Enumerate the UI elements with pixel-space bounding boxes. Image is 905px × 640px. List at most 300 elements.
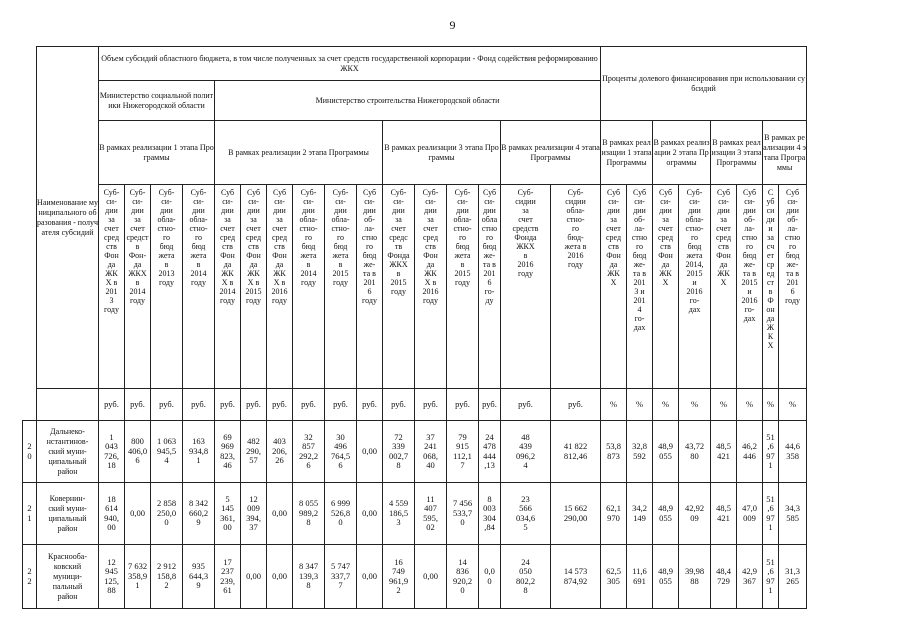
cell-text-line: 290,00 bbox=[563, 512, 588, 523]
cell-text-line: в bbox=[135, 278, 140, 287]
cell-text-line: сред bbox=[219, 233, 236, 242]
cell-text-line: 43,72 bbox=[684, 441, 705, 451]
cell-text-line: году bbox=[423, 296, 438, 305]
cell-text-line: 62,5 bbox=[606, 566, 621, 576]
cell-text-line: 945,5 bbox=[156, 445, 177, 456]
unit-cell: руб. bbox=[357, 389, 383, 421]
cell-text-line: 2014, bbox=[685, 260, 704, 269]
cell-text-line: район bbox=[57, 523, 78, 533]
cell-text-line: 002,7 bbox=[388, 450, 409, 461]
cell-text-line: 8 bbox=[487, 493, 492, 504]
cell-text-line: в bbox=[460, 260, 465, 269]
cell-text-line: 9 bbox=[196, 517, 201, 528]
cell-text-line: 802,2 bbox=[515, 575, 536, 586]
cell-text-line: ств bbox=[718, 242, 729, 251]
value-cell bbox=[447, 421, 479, 483]
cell-text-line: дах bbox=[688, 305, 701, 314]
page-number: 9 bbox=[449, 18, 456, 32]
cell-text-line: 367 bbox=[743, 575, 756, 586]
cell-text-line: 8 bbox=[396, 460, 401, 470]
cell-text-line: счет bbox=[391, 224, 406, 233]
value-cell bbox=[183, 483, 215, 545]
cell-text-line: си- bbox=[787, 197, 798, 206]
value-cell bbox=[241, 421, 267, 483]
cell-text-line: Суб- bbox=[390, 188, 407, 197]
header-ministry-social: Министерство социальной политики Нижегородской области bbox=[99, 81, 215, 121]
cell-text-line: 660,2 bbox=[188, 507, 209, 518]
cell-text-line: го bbox=[635, 242, 644, 251]
cell-text-line: дии bbox=[607, 206, 620, 215]
cell-text-line: 3 и bbox=[634, 287, 645, 296]
cell-text-line: сидии bbox=[565, 197, 586, 206]
cell-text-line: за bbox=[427, 215, 434, 224]
cell-text-line: 2016 bbox=[741, 296, 758, 305]
cell-text-line: ЖК bbox=[105, 269, 118, 278]
cell-text-line: в bbox=[523, 251, 528, 260]
cell-text-line: в bbox=[196, 260, 201, 269]
cell-text-line: 055 bbox=[659, 450, 672, 461]
cell-text-line: 2014 bbox=[190, 269, 207, 278]
cell-text-line: 14 bbox=[458, 556, 467, 567]
cell-text-line: в bbox=[396, 269, 401, 278]
cell-text-line: 4 bbox=[164, 455, 169, 466]
cell-text-line: 7 632 bbox=[127, 561, 148, 572]
cell-text-line: ств bbox=[274, 242, 285, 251]
cell-text-line: дии bbox=[688, 206, 701, 215]
municipality-name bbox=[37, 483, 99, 545]
cell-text-line: 0,00 bbox=[423, 570, 438, 581]
cell-text-line: си- bbox=[744, 197, 755, 206]
cell-text-line: ЖК bbox=[273, 269, 286, 278]
cell-text-line: си- bbox=[484, 197, 495, 206]
cell-text-line: ЖК bbox=[247, 269, 260, 278]
table-spacer bbox=[23, 389, 37, 421]
cell-text-line: 163 bbox=[192, 436, 205, 447]
value-cell bbox=[653, 421, 679, 483]
unit-cell: руб. bbox=[501, 389, 551, 421]
cell-text-line: 0 bbox=[164, 517, 169, 528]
cell-text-line: 055 bbox=[659, 575, 672, 586]
cell-text-line: 12 bbox=[249, 493, 258, 504]
row-number bbox=[23, 483, 37, 545]
value-cell bbox=[99, 545, 125, 609]
cell-text-line: жета bbox=[454, 251, 471, 260]
cell-text-line: 206, bbox=[272, 445, 287, 456]
cell-text-line: 51 bbox=[766, 556, 775, 567]
cell-text-line: 2016 bbox=[517, 260, 534, 269]
cell-text-line: бюд bbox=[482, 242, 497, 251]
cell-text-line: 1 bbox=[196, 455, 201, 466]
cell-text-line: 40 bbox=[426, 460, 435, 470]
cell-text-line: 812,46 bbox=[563, 450, 588, 461]
table-spacer bbox=[23, 47, 37, 81]
value-cell bbox=[99, 421, 125, 483]
cell-text-line: уб bbox=[766, 197, 775, 206]
subheader-cell bbox=[357, 185, 383, 389]
cell-text-line: дии bbox=[392, 206, 405, 215]
cell-text-line: 6 bbox=[135, 455, 140, 466]
value-cell bbox=[779, 421, 807, 483]
cell-text-line: 3 bbox=[396, 517, 401, 528]
cell-text-line: си- bbox=[303, 197, 314, 206]
cell-text-line: 034,6 bbox=[515, 512, 536, 523]
cell-text-line: стно- bbox=[685, 224, 704, 233]
cell-text-line: 00 bbox=[107, 522, 116, 532]
value-cell bbox=[627, 421, 653, 483]
cell-text-line: ский муни- bbox=[48, 503, 87, 513]
cell-text-line: 80 bbox=[690, 450, 699, 461]
cell-text-line: ,13 bbox=[484, 460, 495, 470]
cell-text-line: Суб- bbox=[517, 188, 534, 197]
cell-text-line: 935 bbox=[192, 561, 205, 572]
cell-text-line: стно bbox=[631, 233, 648, 242]
cell-text-line: 61 bbox=[223, 585, 232, 595]
subheader-cell bbox=[711, 185, 737, 389]
cell-text-line: 265 bbox=[786, 575, 799, 586]
value-cell bbox=[653, 483, 679, 545]
cell-text-line: 2016 bbox=[271, 287, 288, 296]
cell-text-line: 836 bbox=[456, 566, 469, 576]
cell-text-line: дии bbox=[302, 206, 315, 215]
subheader-cell bbox=[267, 185, 293, 389]
cell-text-line: ЖКХ bbox=[389, 260, 408, 269]
cell-text-line: Ковернин- bbox=[49, 493, 86, 503]
value-cell bbox=[479, 545, 501, 609]
cell-text-line: 096,2 bbox=[515, 450, 536, 461]
value-cell bbox=[415, 421, 447, 483]
cell-text-line: 050 bbox=[519, 566, 532, 576]
cell-text-line: 595, bbox=[423, 512, 438, 523]
cell-text-line: 02 bbox=[426, 522, 435, 532]
header-stage-1: В рамках реализации 1 этапа Программы bbox=[99, 121, 215, 185]
header-group-volume: Объем субсидий областного бюджета, в том числе полученных за счет средств государственной корпорации - Фонд содействия реформированию ЖКХ bbox=[99, 47, 601, 81]
cell-text-line: году bbox=[191, 278, 206, 287]
subheader-cell bbox=[763, 185, 779, 389]
cell-text-line: году bbox=[455, 278, 470, 287]
cell-text-line: си- bbox=[106, 197, 117, 206]
cell-text-line: дии bbox=[221, 206, 234, 215]
value-cell bbox=[125, 421, 151, 483]
cell-text-line: Суб- bbox=[454, 188, 471, 197]
cell-text-line: да bbox=[661, 260, 670, 269]
table-row bbox=[23, 421, 807, 483]
cell-text-line: дии bbox=[483, 206, 496, 215]
unit-cell: руб. bbox=[415, 389, 447, 421]
cell-text-line: да bbox=[609, 260, 618, 269]
cell-text-line: Фон bbox=[716, 251, 731, 260]
cell-text-line: си- bbox=[425, 197, 436, 206]
cell-text-line: 2 bbox=[164, 580, 169, 591]
cell-text-line: в bbox=[338, 260, 343, 269]
cell-text-line: году bbox=[785, 296, 801, 305]
cell-text-line: 6 bbox=[306, 460, 311, 470]
cell-text-line: 406,0 bbox=[127, 445, 148, 456]
cell-text-line: 16 bbox=[394, 556, 403, 567]
cell-text-line: за bbox=[276, 215, 283, 224]
unit-cell: руб. bbox=[151, 389, 183, 421]
cell-text-line: си- bbox=[608, 197, 619, 206]
unit-cell: руб. bbox=[267, 389, 293, 421]
cell-text-line: Х в bbox=[273, 278, 286, 287]
cell-text-line: ЖК bbox=[221, 269, 234, 278]
cell-text-line: обла- bbox=[189, 215, 208, 224]
cell-text-line: Фон bbox=[272, 251, 287, 260]
cell-text-line: Х в bbox=[221, 278, 234, 287]
cell-text-line: 0,00 bbox=[362, 507, 377, 518]
cell-text-line: 46,2 bbox=[742, 441, 757, 451]
cell-text-line: 125, bbox=[104, 575, 119, 586]
subheader-cell bbox=[183, 185, 215, 389]
cell-text-line: 1 063 bbox=[156, 436, 177, 447]
cell-text-line: ЖКХ bbox=[516, 242, 535, 251]
value-cell bbox=[763, 483, 779, 545]
cell-text-line: 8 055 bbox=[298, 498, 319, 509]
cell-text-line: дах bbox=[633, 323, 646, 332]
cell-text-line: Суб- bbox=[129, 188, 146, 197]
value-cell bbox=[679, 421, 711, 483]
header-name-column: Наименование муниципального образования - получателя субсидий bbox=[37, 47, 99, 389]
cell-text-line: 726, bbox=[104, 450, 119, 461]
value-cell bbox=[415, 545, 447, 609]
cell-text-line: 186,5 bbox=[388, 507, 409, 518]
cell-text-line: 874,92 bbox=[563, 575, 588, 586]
value-cell bbox=[501, 545, 551, 609]
table-spacer bbox=[23, 81, 37, 121]
value-cell bbox=[125, 483, 151, 545]
cell-text-line: 526,8 bbox=[330, 507, 351, 518]
cell-text-line: 8 347 bbox=[298, 561, 319, 572]
cell-text-line: дии bbox=[192, 206, 205, 215]
cell-text-line: дии bbox=[633, 206, 646, 215]
value-cell bbox=[151, 421, 183, 483]
cell-text-line: 945 bbox=[105, 566, 118, 576]
cell-text-line: стно bbox=[361, 233, 378, 242]
cell-text-line: ла- bbox=[364, 224, 375, 233]
cell-text-line: стно- bbox=[566, 215, 585, 224]
cell-text-line: и bbox=[768, 224, 773, 233]
cell-text-line: 6 bbox=[487, 278, 492, 287]
cell-text-line: го bbox=[485, 233, 494, 242]
cell-text-line: Ж bbox=[766, 323, 775, 332]
cell-text-line: 2015 bbox=[454, 269, 471, 278]
cell-text-line: 1 bbox=[27, 512, 32, 523]
cell-text-line: счет bbox=[423, 224, 438, 233]
cell-text-line: 51 bbox=[766, 493, 775, 504]
cell-text-line: 2 bbox=[27, 566, 32, 576]
cell-text-line: 201 bbox=[633, 296, 646, 305]
cell-text-line: 068, bbox=[423, 450, 438, 461]
header-stage-4: В рамках реализации 4 этапа Программы bbox=[501, 121, 601, 185]
cell-text-line: дах bbox=[743, 314, 756, 323]
value-cell bbox=[737, 483, 763, 545]
subheader-cell bbox=[215, 185, 241, 389]
subheader-cell bbox=[125, 185, 151, 389]
cell-text-line: дии bbox=[659, 206, 672, 215]
cell-text-line: 00 bbox=[223, 522, 232, 532]
cell-text-line: 14 573 bbox=[563, 566, 588, 576]
cell-text-line: си- bbox=[660, 197, 671, 206]
subheader-cell bbox=[415, 185, 447, 389]
cell-text-line: бюд- bbox=[567, 233, 584, 242]
cell-text-line: сидии bbox=[515, 197, 536, 206]
value-cell bbox=[151, 545, 183, 609]
subheader-cell bbox=[779, 185, 807, 389]
cell-text-line: 2015 bbox=[245, 287, 262, 296]
cell-text-line: сред bbox=[715, 233, 732, 242]
cell-text-line: счет bbox=[130, 224, 145, 233]
cell-text-line: си- bbox=[248, 197, 259, 206]
unit-cell: руб. bbox=[293, 389, 325, 421]
cell-text-line: бюд bbox=[333, 242, 348, 251]
cell-text-line: Суб- bbox=[300, 188, 317, 197]
cell-text-line: 2014 bbox=[300, 269, 317, 278]
cell-text-line: го- bbox=[744, 305, 755, 314]
subheader-cell bbox=[99, 185, 125, 389]
cell-text-line: за bbox=[610, 215, 617, 224]
cell-text-line: 250,0 bbox=[156, 507, 177, 518]
cell-text-line: 0,00 bbox=[272, 507, 287, 518]
cell-text-line: Суб- bbox=[422, 188, 439, 197]
cell-text-line: го bbox=[458, 233, 467, 242]
cell-text-line: 2015 bbox=[390, 278, 407, 287]
value-cell bbox=[151, 483, 183, 545]
cell-text-line: бюд bbox=[455, 242, 470, 251]
unit-cell: руб. bbox=[551, 389, 601, 421]
cell-text-line: 857 bbox=[302, 441, 315, 451]
value-cell bbox=[325, 483, 357, 545]
cell-text-line: 358,9 bbox=[127, 570, 148, 581]
cell-text-line: за bbox=[134, 215, 141, 224]
cell-text-line: дии bbox=[424, 206, 437, 215]
value-cell bbox=[763, 545, 779, 609]
cell-text-line: 749 bbox=[392, 566, 405, 576]
cell-text-line: обла- bbox=[157, 215, 176, 224]
cell-text-line: он bbox=[766, 305, 775, 314]
cell-text-line: да bbox=[223, 260, 232, 269]
cell-text-line: си- bbox=[364, 197, 375, 206]
cell-text-line: 2015 bbox=[741, 278, 758, 287]
cell-text-line: сред bbox=[657, 233, 674, 242]
cell-text-line: году bbox=[362, 296, 377, 305]
cell-text-line: Суб- bbox=[332, 188, 349, 197]
cell-text-line: 51 bbox=[766, 431, 775, 442]
cell-text-line: дии bbox=[334, 206, 347, 215]
cell-text-line: 407 bbox=[424, 503, 437, 513]
value-cell bbox=[183, 421, 215, 483]
cell-text-line: году bbox=[301, 278, 316, 287]
cell-text-line: 32 bbox=[304, 431, 313, 442]
value-cell bbox=[601, 421, 627, 483]
cell-text-line: об- bbox=[744, 215, 755, 224]
cell-text-line: Фон- bbox=[128, 251, 147, 260]
cell-text-line: Суб bbox=[362, 188, 377, 197]
cell-text-line: го bbox=[304, 233, 313, 242]
cell-text-line: стно bbox=[741, 233, 758, 242]
cell-text-line: же- bbox=[743, 260, 756, 269]
value-cell bbox=[479, 483, 501, 545]
cell-text-line: си- bbox=[222, 197, 233, 206]
cell-text-line: Фон bbox=[658, 251, 673, 260]
cell-text-line: 97 bbox=[766, 575, 775, 586]
cell-text-line: 961,9 bbox=[388, 575, 409, 586]
cell-text-line: 6 bbox=[367, 287, 372, 296]
cell-text-line: 446 bbox=[743, 450, 756, 461]
cell-text-line: 97 bbox=[766, 450, 775, 461]
subheader-cell bbox=[551, 185, 601, 389]
cell-text-line: бюд bbox=[191, 242, 206, 251]
value-cell bbox=[241, 483, 267, 545]
cell-text-line: за bbox=[522, 206, 529, 215]
value-cell bbox=[501, 483, 551, 545]
cell-text-line: го bbox=[571, 224, 580, 233]
subheader-cell bbox=[383, 185, 415, 389]
cell-text-line: 292,2 bbox=[298, 450, 319, 461]
value-cell bbox=[679, 483, 711, 545]
cell-text-line: Суб bbox=[246, 188, 261, 197]
subheader-cell bbox=[679, 185, 711, 389]
cell-text-line: 566 bbox=[519, 503, 532, 513]
unit-cell: руб. bbox=[183, 389, 215, 421]
value-cell bbox=[383, 483, 415, 545]
cell-text-line: 4 bbox=[523, 460, 528, 470]
value-cell bbox=[711, 545, 737, 609]
cell-text-line: 17 bbox=[223, 556, 232, 567]
cell-text-line: Ф bbox=[767, 296, 774, 305]
cell-text-line: 1 bbox=[768, 460, 773, 470]
value-cell bbox=[183, 545, 215, 609]
cell-text-line: ЖК bbox=[424, 269, 437, 278]
cell-text-line: го- bbox=[634, 314, 645, 323]
cell-text-line: об- bbox=[634, 215, 645, 224]
cell-text-line: 53,8 bbox=[606, 441, 621, 451]
cell-text-line: бюд bbox=[362, 251, 377, 260]
cell-text-line: си- bbox=[457, 197, 468, 206]
cell-text-line: 361, bbox=[220, 512, 235, 523]
value-cell bbox=[267, 483, 293, 545]
cell-text-line: 6 999 bbox=[330, 498, 351, 509]
cell-text-line: Суб- bbox=[103, 188, 120, 197]
cell-text-line: 201 bbox=[363, 278, 376, 287]
cell-text-line: счет bbox=[272, 224, 287, 233]
cell-text-line: 969 bbox=[221, 441, 234, 451]
cell-text-line: стно- bbox=[299, 224, 318, 233]
value-cell bbox=[479, 421, 501, 483]
value-cell bbox=[601, 483, 627, 545]
cell-text-line: го bbox=[789, 242, 797, 251]
value-cell bbox=[763, 421, 779, 483]
cell-text-line: 239, bbox=[220, 575, 235, 586]
value-cell bbox=[711, 483, 737, 545]
cell-text-line: Х bbox=[720, 278, 727, 287]
cell-text-line: Х bbox=[662, 278, 669, 287]
cell-text-line: 48 bbox=[521, 431, 530, 442]
cell-text-line: 5 bbox=[523, 522, 528, 532]
value-cell bbox=[737, 421, 763, 483]
cell-text-line: 1 bbox=[109, 431, 114, 442]
cell-text-line: Фон bbox=[606, 251, 621, 260]
cell-text-line: 48,5 bbox=[716, 503, 731, 513]
cell-text-line: си- bbox=[193, 197, 204, 206]
cell-text-line: го bbox=[365, 242, 374, 251]
cell-text-line: 043 bbox=[105, 441, 118, 451]
cell-text-line: Суб- bbox=[686, 188, 703, 197]
cell-text-line: си- bbox=[132, 197, 143, 206]
cell-text-line: 4 559 bbox=[388, 498, 409, 509]
cell-text-line: в bbox=[768, 287, 773, 296]
cell-text-line: 934,8 bbox=[188, 445, 209, 456]
value-cell bbox=[293, 545, 325, 609]
value-cell bbox=[679, 545, 711, 609]
